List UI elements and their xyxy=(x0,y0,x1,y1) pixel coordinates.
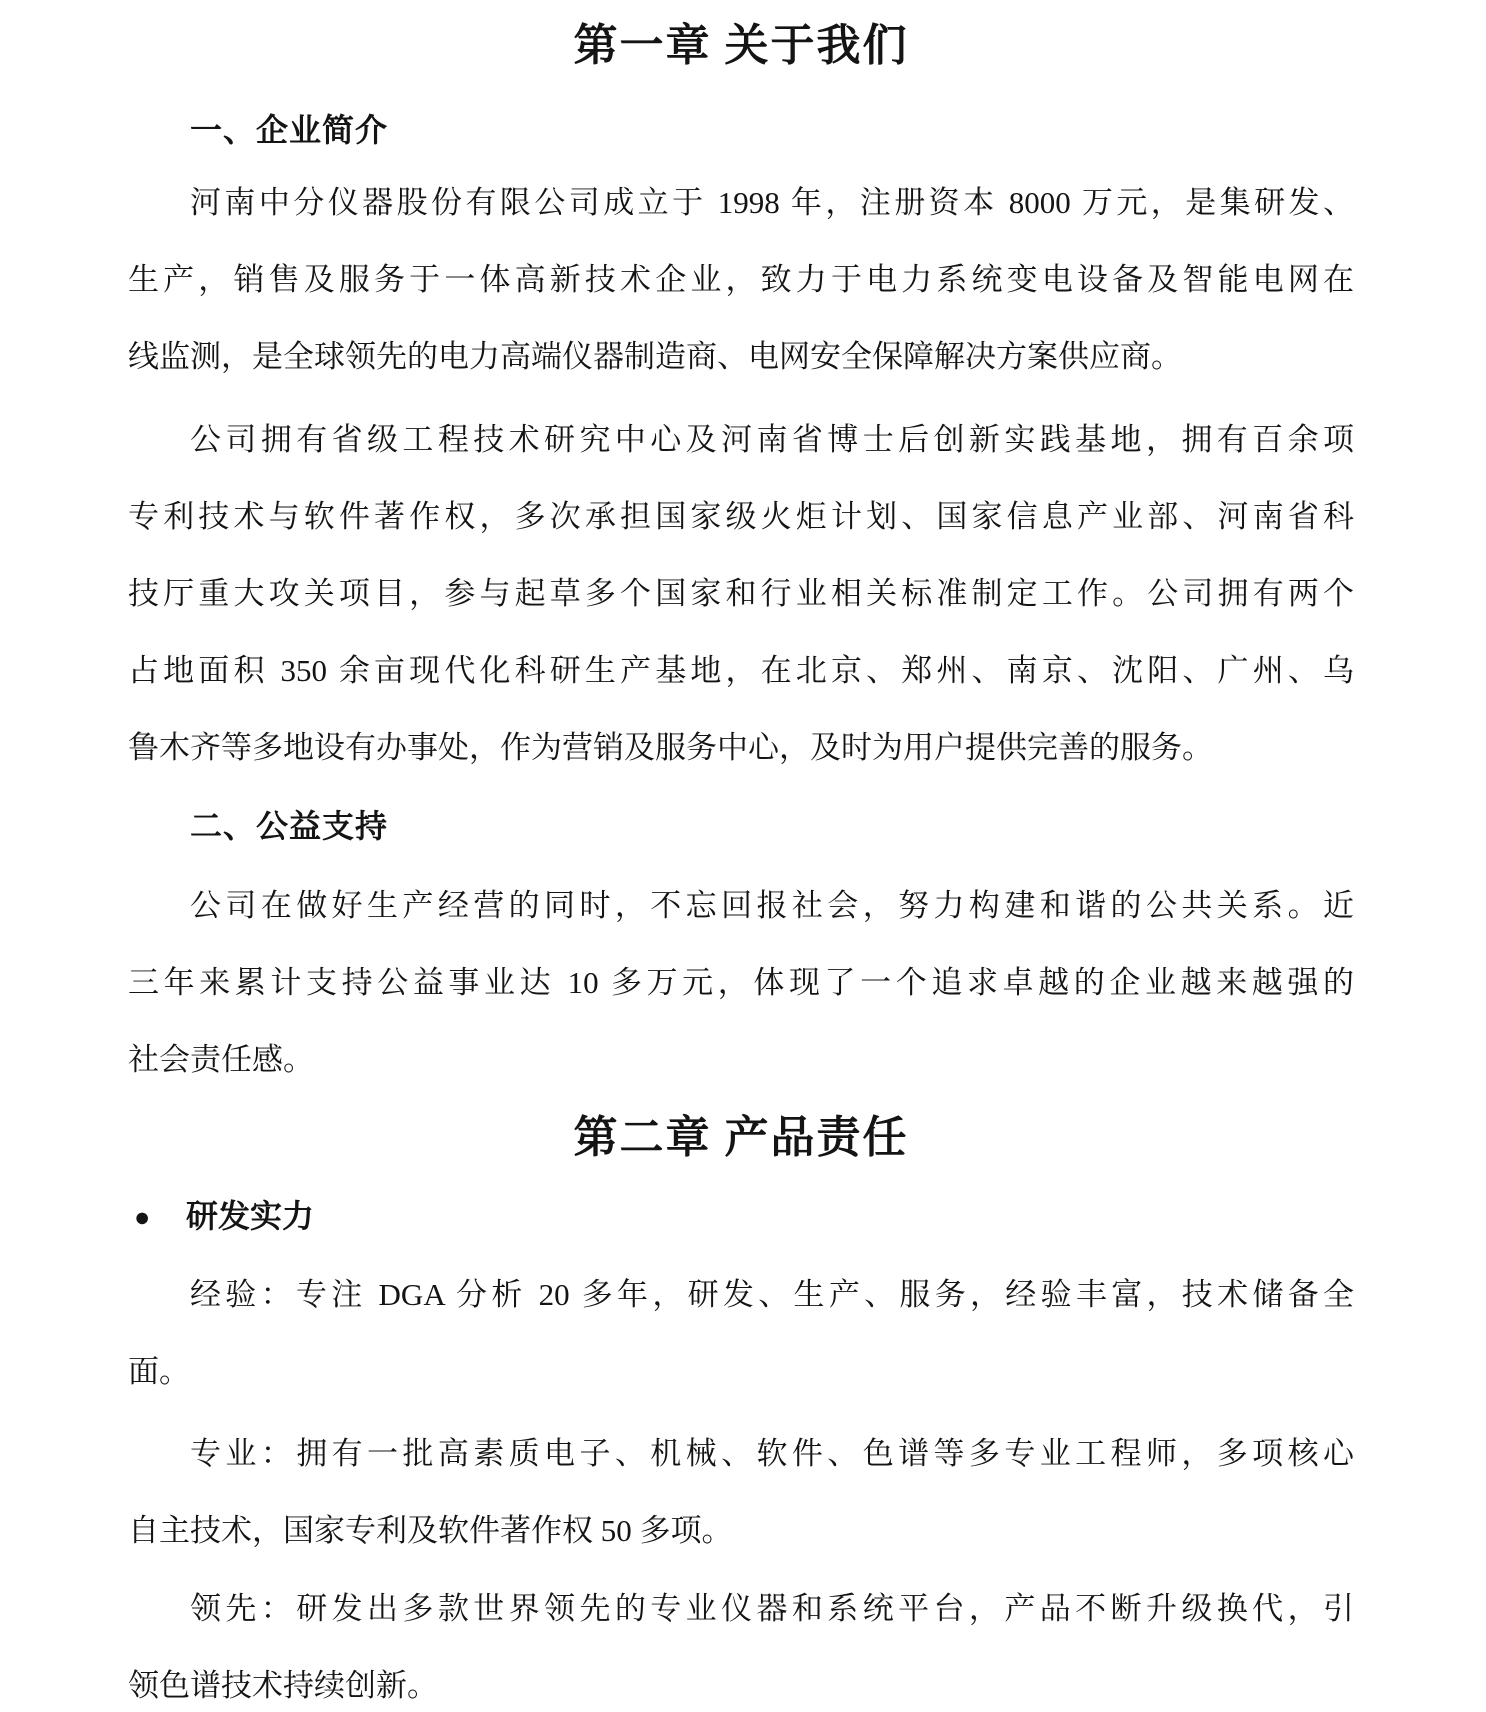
section-heading-company-intro: 一、企业简介 xyxy=(190,112,389,148)
text-line: 面。 xyxy=(128,1354,190,1389)
text-line: 社会责任感。 xyxy=(128,1042,314,1077)
text-line: 领先：研发出多款世界领先的专业仪器和系统平台，产品不断升级换代，引 xyxy=(190,1591,1354,1626)
text-line: 河南中分仪器股份有限公司成立于 1998 年，注册资本 8000 万元，是集研发、 xyxy=(190,185,1354,220)
chapter-2-title: 第二章 产品责任 xyxy=(573,1113,909,1162)
paragraph-leading xyxy=(128,1570,1354,1712)
text-line: 鲁木齐等多地设有办事处，作为营销及服务中心，及时为用户提供完善的服务。 xyxy=(128,730,1213,765)
text-line: 公司在做好生产经营的同时，不忘回报社会，努力构建和谐的公共关系。近 xyxy=(190,888,1354,923)
text-line: 占地面积 350 余亩现代化科研生产基地，在北京、郑州、南京、沈阳、广州、乌 xyxy=(128,653,1354,688)
paragraph-company-intro-2 xyxy=(128,401,1354,786)
paragraph-public-welfare xyxy=(128,867,1354,1098)
text-line: 线监测，是全球领先的电力高端仪器制造商、电网安全保障解决方案供应商。 xyxy=(128,339,1182,374)
bullet-heading-rd-strength xyxy=(128,1192,1354,1241)
section-heading-public-welfare: 二、公益支持 xyxy=(190,808,389,844)
paragraph-company-intro-1 xyxy=(128,164,1354,395)
text-line: 专业：拥有一批高素质电子、机械、软件、色谱等多专业工程师，多项核心 xyxy=(190,1436,1354,1471)
paragraph-professional xyxy=(128,1415,1354,1569)
chapter-1-title: 第一章 关于我们 xyxy=(573,21,909,70)
text-line: 专利技术与软件著作权，多次承担国家级火炬计划、国家信息产业部、河南省科 xyxy=(128,499,1354,534)
text-line: 三年来累计支持公益事业达 10 多万元，体现了一个追求卓越的企业越来越强的 xyxy=(128,965,1354,1000)
text-line: 公司拥有省级工程技术研究中心及河南省博士后创新实践基地，拥有百余项 xyxy=(190,422,1354,457)
text-line: 经验：专注 DGA 分析 20 多年，研发、生产、服务，经验丰富，技术储备全 xyxy=(190,1277,1354,1312)
text-line: 领色谱技术持续创新。 xyxy=(128,1668,438,1703)
text-line: 生产，销售及服务于一体高新技术企业，致力于电力系统变电设备及智能电网在 xyxy=(128,262,1354,297)
bullet-heading-label: 研发实力 xyxy=(186,1198,315,1234)
text-line: 技厅重大攻关项目，参与起草多个国家和行业相关标准制定工作。公司拥有两个 xyxy=(128,576,1354,611)
text-line: 自主技术，国家专利及软件著作权 50 多项。 xyxy=(128,1513,733,1548)
bullet-icon: ● xyxy=(134,1202,151,1232)
paragraph-experience xyxy=(128,1256,1354,1410)
